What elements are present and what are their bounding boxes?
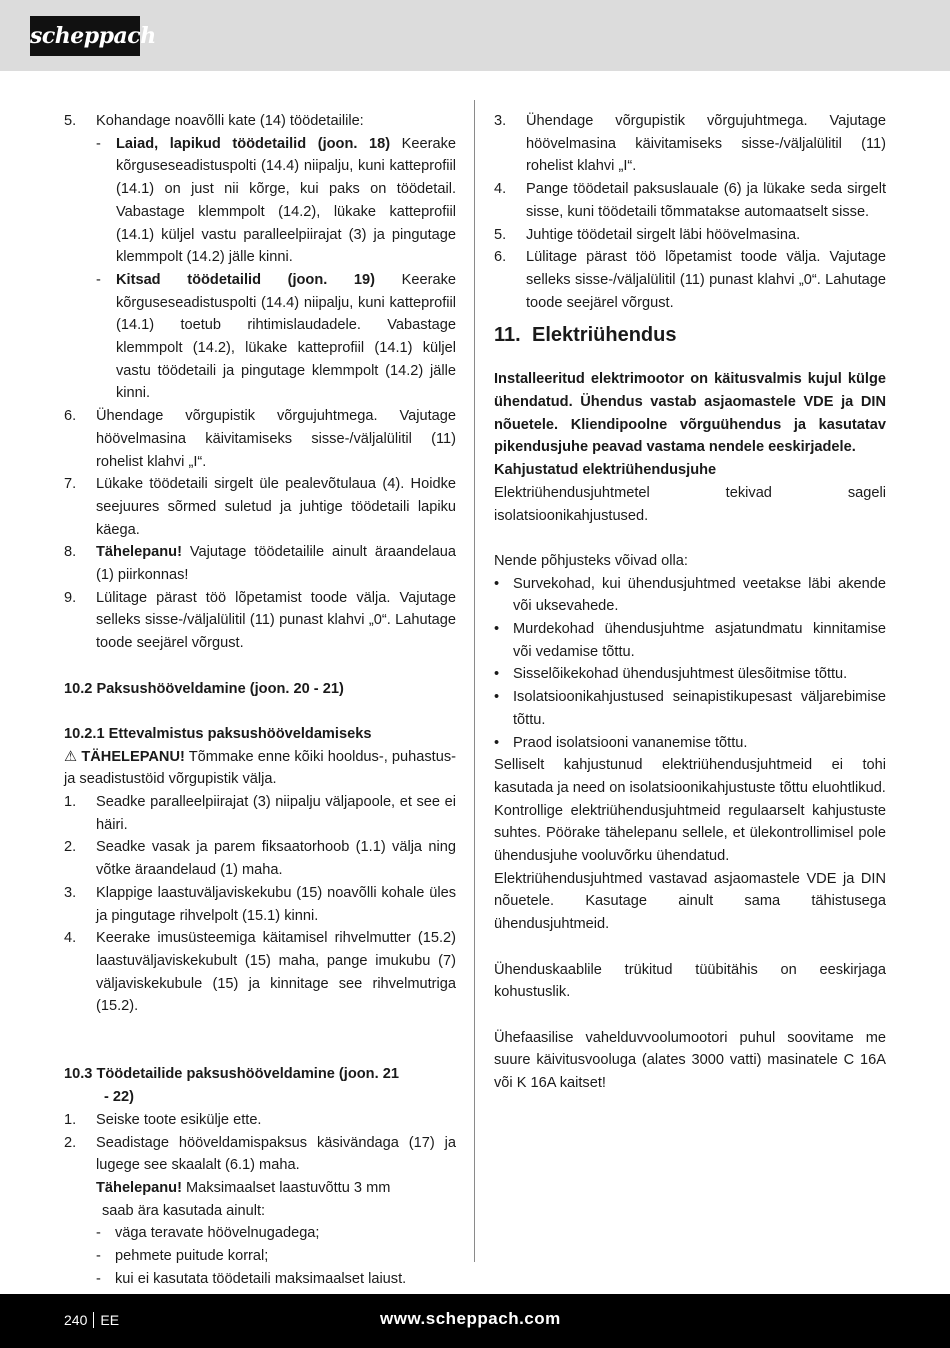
text: Tõmmake enne kõiki hooldus-, puhastus- ja seadistustöid võrgupistik välja.	[64, 748, 457, 788]
language-code: EE	[100, 1312, 120, 1328]
list-marker: -	[96, 1248, 101, 1265]
text: kui ei kasutata töödetaili maksimaalset laiust.	[115, 1270, 407, 1287]
paragraph	[494, 754, 886, 799]
spacer	[494, 527, 886, 550]
dash-item	[64, 1245, 456, 1268]
list-text	[96, 882, 456, 927]
bold-heading	[494, 459, 886, 482]
bold-heading	[64, 678, 456, 701]
text: Murdekohad ühendusjuhtme asjatundmatu kinnitamise või vedamise tõttu.	[513, 621, 886, 660]
text: Ühendage võrgupistik võrgujuhtmega. Vajutage höövelmasina käivitamiseks sisse-/väljalülitil (11) rohelist klahvi „I“.	[526, 113, 886, 175]
list-text	[116, 133, 456, 269]
list-marker: -	[96, 1225, 101, 1242]
list-marker: 7.	[64, 476, 77, 493]
list-marker: 3.	[494, 113, 507, 129]
list-text	[115, 1245, 456, 1268]
spacer	[64, 655, 456, 678]
numbered-item	[494, 246, 886, 314]
list-marker: 3.	[64, 884, 77, 901]
footer-separator	[93, 1312, 94, 1328]
list-marker: •	[494, 689, 500, 706]
list-text	[115, 1222, 456, 1245]
text: Keerake kõrguseseadistuspolti (14.4) niipalju, kuni katteprofiil (14.1) on just nii kõrge, kui paks on töödetail. Vabastage klemmpolt (14.2), lükake katteprofiil (14.1) küljel vastu paralleelpiirajat (3) ja pingutage klemmpolt (14.2) jälle kinni.	[116, 135, 456, 266]
bold-lead: Kitsad töödetailid (joon. 19)	[116, 271, 376, 288]
list-text	[513, 663, 886, 686]
list-text	[96, 1109, 456, 1132]
section-title: Elektriühendus	[532, 324, 677, 347]
indented-note	[64, 1200, 456, 1223]
list-text	[115, 1268, 456, 1291]
text: - 22)	[104, 1089, 135, 1106]
list-marker: 1.	[64, 1111, 77, 1128]
paragraph	[494, 1027, 886, 1095]
website-url: www.scheppach.com	[380, 1309, 561, 1328]
text: Nende põhjusteks võivad olla:	[494, 552, 688, 569]
list-text	[116, 269, 456, 405]
numbered-item	[64, 587, 456, 655]
numbered-item	[64, 1109, 456, 1132]
list-marker: •	[494, 734, 500, 751]
numbered-item	[64, 882, 456, 927]
text: Lülitage pärast töö lõpetamist toode välja. Vajutage selleks sisse-/väljalülitil (11) punast klahvi „0“. Lahutage toode seejärel võrgust.	[526, 249, 886, 311]
list-text	[526, 224, 886, 247]
column-divider	[474, 100, 475, 1262]
text: Ühefaasilise vahelduvvoolumootori puhul soovitame me suure käivitusvooluga (alates 3000 vatti) masinatele C 16A või K 16A kaitset!	[494, 1029, 886, 1092]
text: Isolatsioonikahjustused seinapistikupesast väljarebimise tõttu.	[513, 689, 886, 728]
list-marker: 2.	[64, 839, 77, 856]
text: Lülitage pärast töö lõpetamist toode välja. Vajutage selleks sisse-/väljalülitil (11) punast klahvi „0“. Lahutage toode seejärel võrgust.	[96, 589, 456, 652]
numbered-item	[64, 927, 456, 1018]
list-marker: 5.	[64, 113, 77, 129]
bold-lead: Tähelepanu!	[96, 1179, 182, 1196]
text: Maksimaalset laastuvõttu 3 mm	[181, 1179, 391, 1196]
list-text	[526, 178, 886, 223]
text: Vajutage töödetailile ainult äraandelaua (1) piirkonnas!	[96, 544, 456, 584]
list-marker: 6.	[64, 408, 77, 425]
list-marker: 8.	[64, 544, 77, 561]
page-header	[0, 0, 950, 71]
bold-heading	[494, 368, 886, 459]
text: Lükake töödetaili sirgelt üle pealevõtulaua (4). Hoidke seejuures sõrmed suletud ja juhtige töödetaili lapiku käega.	[96, 476, 456, 538]
text: Seadke paralleelpiirajat (3) niipalju väljapoole, et see ei häiri.	[96, 794, 456, 833]
bullet-item	[494, 663, 886, 686]
list-marker: •	[494, 666, 500, 683]
list-marker: •	[494, 575, 500, 592]
list-text	[96, 110, 456, 133]
list-text	[513, 732, 886, 755]
spacer	[494, 1004, 886, 1027]
dash-item	[64, 1268, 456, 1291]
numbered-item	[64, 791, 456, 836]
bullet-item	[494, 686, 886, 731]
bold-lead: Laiad, lapikud töödetailid (joon. 18)	[116, 135, 391, 152]
bold-heading-continued	[64, 1086, 456, 1109]
list-text	[96, 405, 456, 473]
numbered-item	[64, 473, 456, 541]
spacer	[64, 1018, 456, 1041]
left-column	[64, 110, 456, 1291]
list-marker: 5.	[494, 226, 507, 243]
numbered-item	[64, 836, 456, 881]
right-column	[494, 110, 886, 1095]
text: Ühenduskaablile trükitud tüübitähis on eeskirjaga kohustuslik.	[494, 961, 886, 1001]
dash-item	[64, 1222, 456, 1245]
list-text	[526, 246, 886, 314]
page-number-value: 240	[64, 1312, 88, 1328]
text: Installeeritud elektrimootor on käitusvalmis kujul külge ühendatud. Ühendus vastab asjaomastele VDE ja DIN nõuetele. Kliendipoolne võrguühendus ja kasutatav pikendusjuhe peavad vastama nendele eeskirjadele.	[494, 371, 886, 456]
paragraph	[64, 746, 456, 791]
list-marker: 2.	[64, 1134, 77, 1151]
text: Elektriühendusjuhtmed vastavad asjaomastele VDE ja DIN nõuetele. Kasutage ainult sama tähistusega ühendusjuhtmeid.	[494, 870, 886, 933]
numbered-item	[64, 405, 456, 473]
text: saab ära kasutada ainult:	[102, 1202, 266, 1219]
text: Ühendage võrgupistik võrgujuhtmega. Vajutage höövelmasina käivitamiseks sisse-/väljalülitil (11) rohelist klahvi „I“.	[96, 408, 456, 470]
spacer	[494, 936, 886, 959]
paragraph	[494, 550, 886, 573]
list-marker: 4.	[494, 181, 507, 198]
numbered-item	[494, 110, 886, 178]
list-text	[96, 473, 456, 541]
text: Elektriühendusjuhtmetel tekivad sageli isolatsioonikahjustused.	[494, 484, 886, 524]
list-text	[513, 573, 886, 618]
text: Kahjustatud elektriühendusjuhe	[494, 462, 717, 479]
text: Seadke vasak ja parem fiksaatorhoob (1.1) välja ning võtke äraandelaud (1) maha.	[96, 839, 456, 879]
text: Juhtige töödetail sirgelt läbi höövelmasina.	[526, 226, 801, 243]
paragraph	[494, 868, 886, 936]
spacer	[64, 700, 456, 723]
text: 10.3 Töödetailide paksushööveldamine (joon. 21	[64, 1066, 399, 1083]
list-marker: 4.	[64, 930, 77, 947]
numbered-item	[64, 1132, 456, 1177]
bold-heading	[64, 723, 456, 746]
list-marker: -	[96, 1270, 101, 1287]
list-marker: 1.	[64, 794, 77, 811]
bold-lead: Tähelepanu!	[96, 544, 182, 561]
paragraph	[494, 800, 886, 868]
paragraph	[494, 482, 886, 527]
bullet-item	[494, 618, 886, 663]
text: 10.2.1 Ettevalmistus paksushööveldamiseks	[64, 725, 372, 742]
section-heading	[494, 322, 886, 348]
list-text	[513, 618, 886, 663]
text: Survekohad, kui ühendusjuhtmed veetakse läbi akende või uksevahede.	[513, 575, 886, 615]
list-marker: -	[96, 271, 101, 288]
dash-item	[64, 133, 456, 269]
text: Keerake imusüsteemiga käitamisel rihvelmutter (15.2) laastuväljaviskekubult (15) maha, pange imukubu (7) väljaviskekubule (15) ja kinnitage see rihvelmutriga (15.2).	[96, 930, 456, 1015]
scheppach-logo: scheppach	[30, 16, 140, 56]
dash-item	[64, 269, 456, 405]
indented-note	[64, 1177, 456, 1200]
numbered-item	[494, 178, 886, 223]
list-text	[96, 791, 456, 836]
bold-lead: ⚠ TÄHELEPANU!	[64, 748, 185, 765]
bullet-item	[494, 573, 886, 618]
text: Klappige laastuväljaviskekubu (15) noavõlli kohale üles ja pingutage rihvelpolt (15.1) kinni.	[96, 884, 456, 924]
text: väga teravate höövelnugadega;	[115, 1225, 320, 1242]
page-number	[64, 1311, 119, 1329]
text: Seadistage hööveldamispaksus käsivändaga (17) ja lugege see skaalalt (6.1) maha.	[96, 1134, 456, 1174]
page-footer	[0, 1294, 950, 1348]
numbered-item	[64, 541, 456, 586]
section-number: 11.	[494, 324, 521, 347]
text: Selliselt kahjustunud elektriühendusjuhtmeid ei tohi kasutada ja need on isolatsioonikahjustuste tõttu eluohtlikud.	[494, 757, 886, 796]
list-text	[513, 686, 886, 731]
text: Praod isolatsiooni vananemise tõttu.	[513, 734, 748, 751]
text: Kohandage noavõlli kate (14) töödetailile:	[96, 113, 364, 129]
text: Pange töödetail paksuslauale (6) ja lükake seda sirgelt sisse, kuni töödetaili tõmmatakse automaatselt sisse.	[526, 181, 886, 220]
list-text	[526, 110, 886, 178]
spacer	[64, 1041, 456, 1064]
list-marker: •	[494, 621, 500, 638]
text: Keerake kõrguseseadistuspolti (14.4) niipalju, kuni katteprofiil (14.1) toetub rihtimislaudadele. Vabastage klemmpolt (14.2), lükake katteprofiil (14.1) küljel vastu töödetaili ja pingutage klemmpolt (14.2) jälle kinni.	[116, 271, 457, 402]
list-text	[96, 587, 456, 655]
list-marker: 9.	[64, 589, 77, 606]
bullet-item	[494, 732, 886, 755]
text: Sisselõikekohad ühendusjuhtmest ülesõitmise tõttu.	[513, 666, 848, 683]
text: Seiske toote esikülje ette.	[96, 1111, 262, 1128]
list-text	[96, 541, 456, 586]
list-text	[96, 927, 456, 1018]
list-text	[96, 1132, 456, 1177]
numbered-item	[64, 110, 456, 133]
list-text	[96, 836, 456, 881]
list-marker: 6.	[494, 249, 507, 266]
text: 10.2 Paksushööveldamine (joon. 20 - 21)	[64, 680, 344, 697]
text: pehmete puitude korral;	[115, 1248, 269, 1265]
paragraph	[494, 959, 886, 1004]
text: Kontrollige elektriühendusjuhtmeid regulaarselt kahjustuste suhtes. Pöörake tähelepanu sellele, et ülekontrollimisel pole ühendusjuhe vooluvõrku ühendatud.	[494, 802, 886, 865]
bold-heading	[64, 1063, 456, 1086]
list-marker: -	[96, 135, 101, 152]
numbered-item	[494, 224, 886, 247]
